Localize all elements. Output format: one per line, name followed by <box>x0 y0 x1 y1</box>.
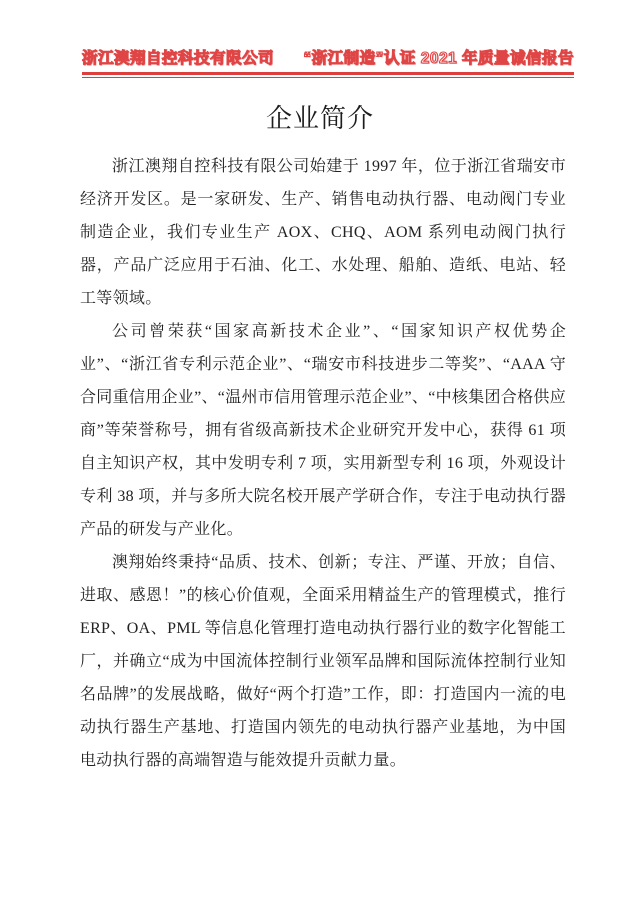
paragraph-company-intro: 浙江澳翔自控科技有限公司始建于 1997 年，位于浙江省瑞安市经济开发区。是一家研发、生产、销售电动执行器、电动阀门专业制造企业，我们专业生产 AOX、CHQ、AOM 系列电动阀门执行器，产品广泛应用于石油、化工、水处理、船舶、造纸、电站、轻工等领域。 <box>80 158 566 307</box>
header-company-name: 浙江澳翔自控科技有限公司 <box>82 50 275 67</box>
header-double-rule <box>82 72 574 78</box>
paragraph-honors: 公司曾荣获“国家高新技术企业”、“国家知识产权优势企业”、“浙江省专利示范企业”、“瑞安市科技进步二等奖”、“AAA 守合同重信用企业”、“温州市信用管理示范企业”、“中核集团合格供应商”等荣誉称号，拥有省级高新技术企业研究开发中心，获得 61 项自主知识产权，其中发明专利 7 项，实用新型专利 16 项，外观设计专利 38 项，并与多所大院名校开展产学研合作，专注于电动执行器产品的研发与产业化。 <box>80 323 567 538</box>
header-report-title: “浙江制造”认证 2021 年质量诚信报告 <box>303 50 574 67</box>
page-header-text-row <box>82 46 574 68</box>
page-title: 企业简介 <box>265 103 374 133</box>
page-header <box>82 46 574 78</box>
document-body <box>80 150 566 777</box>
paragraph-values-strategy: 澳翔始终秉持“品质、技术、创新；专注、严谨、开放；自信、进取、感恩！”的核心价值观，全面采用精益生产的管理模式，推行 ERP、OA、PML 等信息化管理打造电动执行器行业的数字化智能工厂，并确立“成为中国流体控制行业领军品牌和国际流体控制行业知名品牌”的发展战略，做好“两个打造”工作，即：打造国内一流的电动执行器生产基地、打造国内领先的电动执行器产业基地，为中国电动执行器的高端智造与能效提升贡献力量。 <box>80 554 566 769</box>
